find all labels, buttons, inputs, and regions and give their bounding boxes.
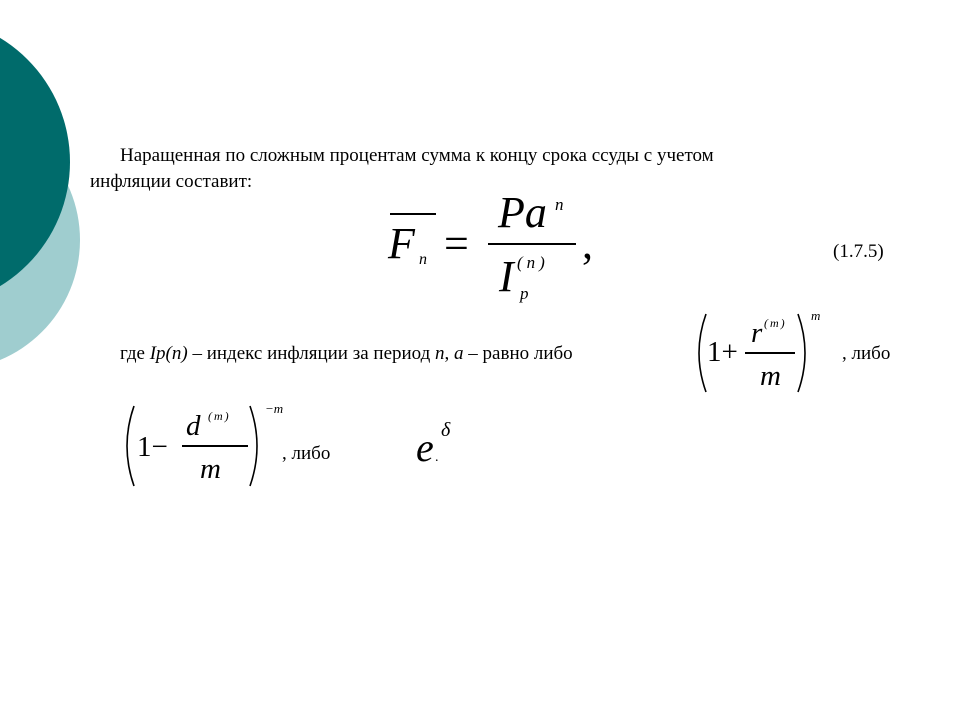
formula-comma: ,: [582, 219, 593, 268]
f-subscript: n: [419, 251, 427, 268]
where-line: [120, 341, 573, 367]
r-superscript: (m): [764, 316, 787, 330]
r-fraction-bar: [745, 352, 795, 354]
r-numerator: r: [751, 317, 763, 349]
f-symbol: F: [388, 219, 415, 268]
period-symbol: n: [435, 343, 445, 364]
right-paren-d: [248, 404, 266, 488]
inflation-index-symbol: Ip(n): [149, 343, 188, 364]
d-tail: , либо: [282, 443, 331, 464]
where-prefix: где: [120, 343, 150, 364]
left-paren-d: [118, 404, 136, 488]
where-tail: , либо: [842, 343, 891, 364]
left-paren: [690, 312, 708, 394]
numerator-pa: Pa: [498, 188, 547, 237]
denominator-i: I: [499, 252, 514, 301]
right-paren: [796, 312, 814, 394]
d-superscript: (m): [208, 409, 231, 423]
intro-line-1: Наращенная по сложным процентам сумма к концу срока ссуды с учетом: [120, 145, 714, 166]
fraction-bar: [488, 243, 576, 245]
denominator-subscript: p: [520, 284, 529, 303]
where-comma: ,: [444, 343, 455, 364]
r-denominator: m: [760, 360, 781, 392]
d-denominator: m: [200, 453, 221, 485]
decorative-circles: [0, 0, 140, 420]
one-plus: 1+: [707, 336, 738, 368]
one-minus: 1−: [137, 431, 168, 463]
e-base: e: [416, 425, 434, 470]
d-numerator: d: [186, 410, 201, 442]
a-symbol: a: [454, 343, 464, 364]
e-dot: .: [435, 450, 439, 465]
f-overline: [390, 213, 436, 215]
d-fraction-bar: [182, 445, 248, 447]
intro-line-2: инфляции составит:: [90, 171, 253, 192]
numerator-exponent: n: [555, 195, 564, 214]
r-outer-exponent: m: [811, 308, 821, 323]
where-suffix: – равно либо: [463, 343, 573, 364]
e-exponent: δ: [441, 419, 451, 441]
d-outer-exponent: −m: [265, 401, 284, 416]
equation-number: (1.7.5): [833, 241, 884, 262]
where-mid: – индекс инфляции за период: [187, 343, 436, 364]
equals-sign: =: [444, 219, 469, 268]
denominator-superscript: (n): [517, 253, 549, 272]
